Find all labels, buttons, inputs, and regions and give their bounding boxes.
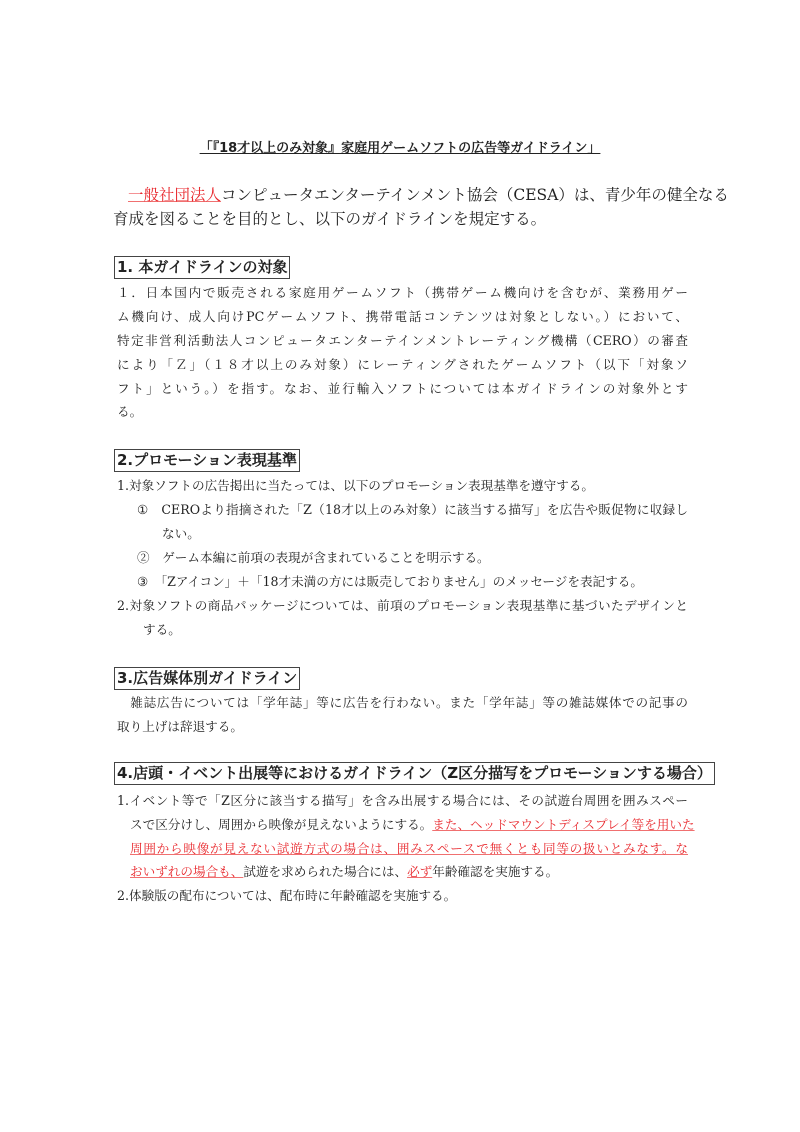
- s1-line: により「Ｚ」（１８才以上のみ対象）にレーティングされたゲームソフト（以下「対象ソ: [117, 357, 688, 372]
- section-2-heading: 2.プロモーション表現基準: [114, 449, 300, 472]
- s3-line: 雑誌広告については「学年誌」等に広告を行わない。また「学年誌」等の雑誌媒体での記事の: [117, 695, 688, 710]
- s2-item-2: ② ゲーム本編に前項の表現が含まれていることを明示する。: [137, 550, 490, 565]
- s1-line: る。: [117, 404, 143, 419]
- s2-line: する。: [143, 622, 181, 637]
- red-revision-text: 必ず: [407, 864, 433, 879]
- section-1-heading: 1. 本ガイドラインの対象: [114, 256, 290, 279]
- section-3-heading: 3.広告媒体別ガイドライン: [114, 667, 300, 690]
- s4-line-4: [130, 864, 701, 880]
- s4-line-5: 2.体験版の配布については、配布時に年齢確認を実施する。: [117, 888, 457, 903]
- text: スで区分けし、周囲から映像が見えないようにする。: [130, 817, 433, 832]
- s4-line-2: [130, 817, 695, 833]
- s4-line-3-red: 周囲から映像が見えない試遊方式の場合は、囲みスペースで無くとも同等の扱いとみなす。な: [130, 841, 688, 856]
- red-revision-text: また、ヘッドマウントディスプレイ等を用いた: [432, 817, 695, 832]
- s4-line-1: 1.イベント等で「Z区分に該当する描写」を含み出展する場合には、その試遊台周囲を囲みスペー: [117, 793, 688, 808]
- s1-line: 特定非営利活動法人コンピュータエンターテインメントレーティング機構（CERO）の審査: [117, 333, 688, 348]
- s2-item-1: ① CEROより指摘された「Z（18才以上のみ対象）に該当する描写」を広告や販促物に収録し: [137, 502, 688, 517]
- s1-line: １．日本国内で販売される家庭用ゲームソフト（携帯ゲーム機向けを含むが、業務用ゲー: [117, 285, 688, 300]
- red-revision-text: おいずれの場合も、: [130, 864, 244, 879]
- intro-line-2: 育成を図ることを目的とし、以下のガイドラインを規定する。: [113, 210, 547, 228]
- document-title: 「『18才以上のみ対象』家庭用ゲームソフトの広告等ガイドライン」: [199, 141, 601, 156]
- section-4-heading: 4.店頭・イベント出展等におけるガイドライン（Z区分描写をプロモーションする場合）: [114, 762, 715, 785]
- intro-line-1: [113, 185, 729, 205]
- s1-line: フト」という。）を指す。なお、並行輸入ソフトについては本ガイドラインの対象外とす: [117, 381, 688, 396]
- text: 年齢確認を実施する。: [432, 864, 559, 879]
- s3-line: 取り上げは辞退する。: [117, 719, 243, 734]
- s2-item-1-cont: ない。: [162, 526, 200, 541]
- org-type-highlight: 一般社団法人: [128, 186, 222, 204]
- intro-text: コンピュータエンターテインメント協会（CESA）は、青少年の健全なる: [221, 186, 729, 204]
- s2-line: 1.対象ソフトの広告掲出に当たっては、以下のプロモーション表現基準を遵守する。: [117, 478, 594, 493]
- text: 試遊を求められた場合には、: [243, 864, 408, 879]
- s2-line: 2.対象ソフトの商品パッケージについては、前項のプロモーション表現基準に基づいたデザインと: [117, 598, 688, 613]
- s2-item-3: ③ 「Zアイコン」＋「18才未満の方には販売しておりません」のメッセージを表記する。: [137, 574, 643, 589]
- s1-line: ム機向け、成人向けPCゲームソフト、携帯電話コンテンツは対象としない。）において、: [117, 309, 688, 324]
